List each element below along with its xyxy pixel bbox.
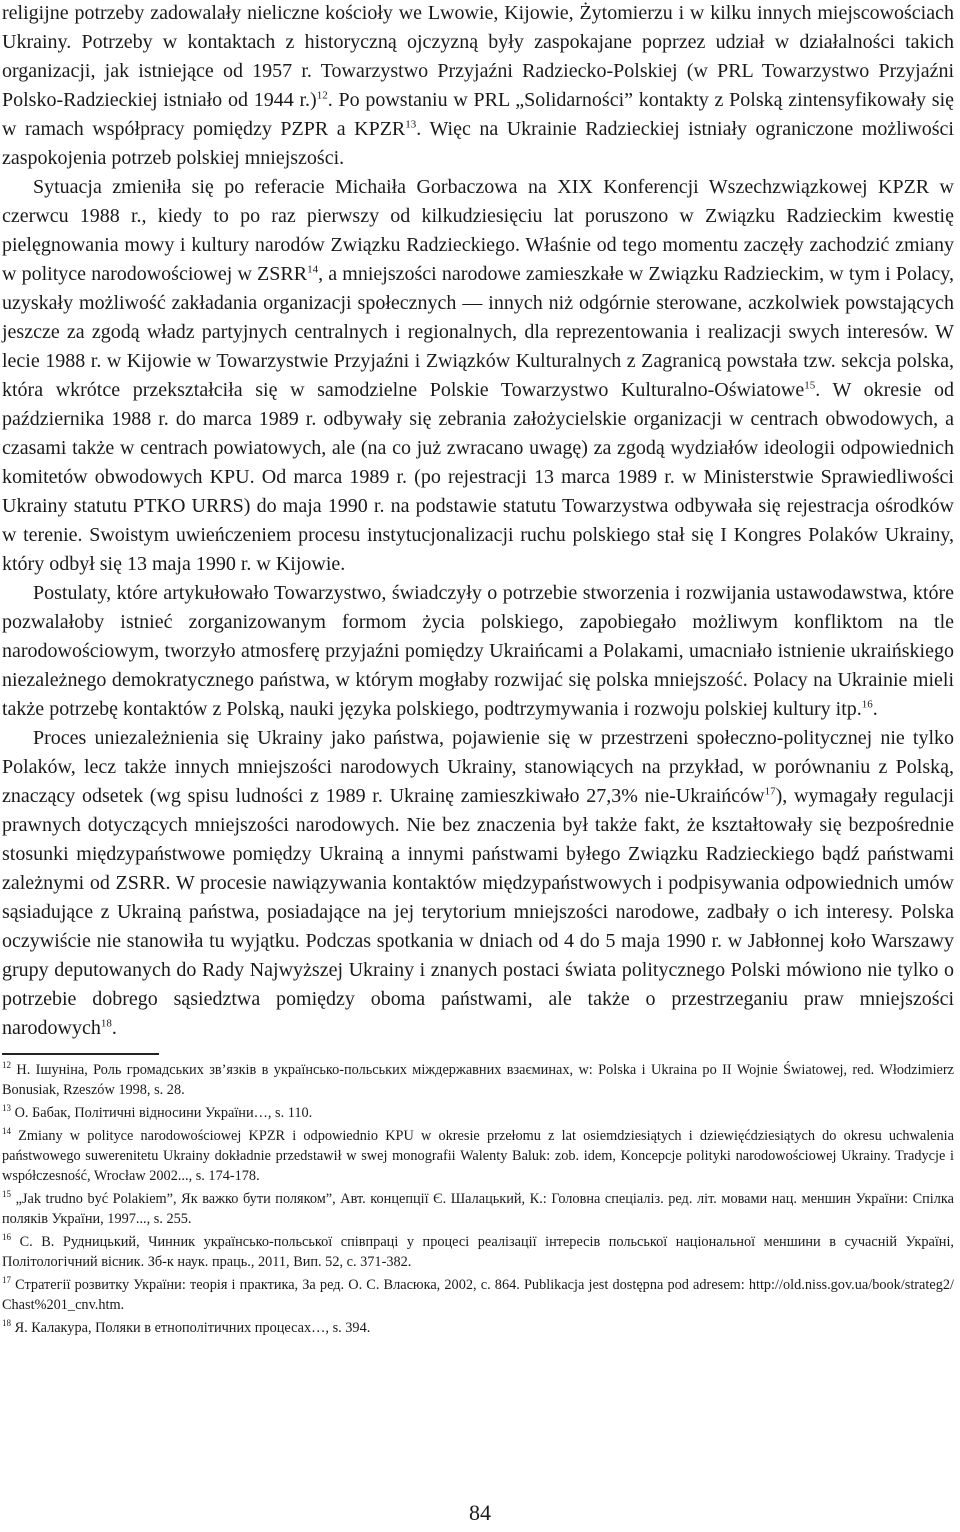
paragraph [2, 724, 954, 1043]
paragraph [2, 579, 954, 724]
footnote-number: 13 [2, 1103, 11, 1114]
paragraph-text: , a mniejszości narodowe zamieszkałe w Związku Radzieckim, w tym i Polacy, uzyskały możliwość zakładania organizacji społecznych — innych niż odgórnie sterowane, aczkolwiek powstających jeszcze za zgodą władz partyjnych centralnych i regionalnych, dla reprezentowania i realizacji swych interesów. W lecie 1988 r. w Kijowie w Towarzystwie Przyjaźni i Związków Kulturalnych z Zagranicą powstała tzw. sekcja polska, która wkrótce przekształciła się w samodzielne Polskie Towarzystwo Kulturalno-Oświatowe [2, 263, 955, 401]
footnote-ref: 18 [100, 1017, 112, 1030]
paragraph-text: . Po powstaniu w PRL „Solidarności” kontakty z Polską zintensyfikowały się w ramach współpracy pomiędzy PZPR a KPZR [2, 89, 955, 140]
paragraph-text: Proces uniezależnienia się Ukrainy jako państwa, pojawienie się w przestrzeni społeczno-politycznej nie tylko Polaków, lecz także innych mniejszości narodowych Ukrainy, stanowiących na przykład, w porównaniu z Polską, znaczący odsetek (wg spisu ludności z 1989 r. Ukrainę zamieszkiwało 27,3% nie-Ukraińców [2, 727, 954, 807]
footnote-text: О. Бабак, Політичні відносини України…, s. 110. [14, 1105, 313, 1121]
footnote-text: Zmiany w polityce narodowościowej KPZR i odpowiednio KPU w okresie przełomu z lat osiemdziesiątych i dziewięćdziesiątych do okresu uchwalenia państwowego suwerenitetu Ukrainy dokładnie przedstawił w swej monografii Walenty Baluk: zob. idem, Koncepcje polityki narodowościowej Ukrainy. Tradycje i współczesność, Wrocław 2002..., s. 174-178. [2, 1128, 954, 1184]
footnote [2, 1103, 954, 1123]
footnote [2, 1232, 954, 1272]
footnote-ref: 15 [804, 379, 816, 392]
main-text [2, 0, 954, 1043]
footnote-text: Стратегії розвитку України: теорія і практика, За ред. О. С. Власюка, 2002, с. 864. Publikacja jest dostępna pod adresem: http://old.niss.gov.ua/book/strateg2/ Chast%201_cnv.htm. [2, 1277, 954, 1313]
footnote-ref: 12 [316, 89, 328, 102]
paragraph [2, 0, 954, 173]
footnote-number: 12 [2, 1060, 11, 1071]
footnote-number: 16 [2, 1232, 11, 1243]
paragraph-text: ), wymagały regulacji prawnych dotyczących mniejszości narodowych. Nie bez znaczenia był także fakt, że kształtowały się bezpośrednie stosunki międzypaństwowe pomiędzy Ukrainą a innymi państwami byłego Związku Radzieckiego bądź państwami zależnymi od ZSRR. W procesie nawiązywania kontaktów międzypaństwowych i podpisywania odpowiednich umów sąsiadujące z Ukrainą państwa, posiadające na jej terytorium mniejszości narodowe, zadbały o ich interesy. Polska oczywiście nie stanowiła tu wyjątku. Podczas spotkania w dniach od 4 do 5 maja 1990 r. w Jabłonnej koło Warszawy grupy deputowanych do Rady Najwyższej Ukrainy i znanych postaci świata politycznego Polski mówiono nie tylko o potrzebie dobrego sąsiedztwa pomiędzy oboma państwami, ale także o przestrzeganiu praw mniejszości narodowych [2, 785, 955, 1039]
footnote-number: 15 [2, 1189, 11, 1200]
paragraph-text: . [872, 698, 878, 720]
paragraph-text: . [111, 1017, 117, 1039]
footnote [2, 1060, 954, 1100]
footnote-text: Я. Калакура, Поляки в етнополітичних процесах…, s. 394. [14, 1320, 371, 1336]
page-number: 84 [469, 1500, 491, 1525]
footnote-text: С. В. Рудницький, Чинник українсько-польської співпраці у процесі реалізації інтересів польської національної меншини в сучасній Україні, Політологічний вісник. Зб-к наук. праць., 2011, Вип. 52, с. 371-382. [2, 1234, 954, 1270]
footnote-ref: 17 [764, 785, 776, 798]
footnote [2, 1318, 954, 1338]
footnote [2, 1126, 954, 1186]
paragraph-text: religijne potrzeby zadowalały nieliczne kościoły we Lwowie, Kijowie, Żytomierzu i w kilku innych miejscowościach Ukrainy. Potrzeby w kontaktach z historyczną ojczyzną były zaspokajane poprzez udział w działalności takich organizacji, jak istniejące od 1957 r. Towarzystwo Przyjaźni Radziecko-Polskiej (w PRL Towarzystwo Przyjaźni Polsko-Radzieckiej istniało od 1944 r.) [2, 2, 954, 111]
footnotes [2, 1060, 954, 1338]
footnote-number: 17 [2, 1275, 11, 1286]
footnote-text: Н. Ішуніна, Роль громадських зв’язків в українсько-польських міждержавних взаєминах, w: Polska i Ukraina po II Wojnie Światowej, red. Włodzimierz Bonusiak, Rzeszów 1998, s. 28. [2, 1062, 954, 1098]
paragraph [2, 173, 954, 579]
footnote-number: 14 [2, 1126, 11, 1137]
footnote-separator [2, 1053, 159, 1055]
footnote-ref: 16 [861, 698, 873, 711]
paragraph-text: Sytuacja zmieniła się po referacie Michaiła Gorbaczowa na XIX Konferencji Wszechzwiązkowej KPZR w czerwcu 1988 r., kiedy to po raz pierwszy od kilkudziesięciu lat poruszono w Związku Radzieckim kwestię pielęgnowania mowy i kultury narodów Związku Radzieckiego. Właśnie od tego momentu zaczęły zachodzić zmiany w polityce narodowościowej w ZSRR [2, 176, 954, 285]
footnote-ref: 13 [405, 118, 417, 131]
footnote-text: „Jak trudno być Polakiem”, Як важко бути поляком”, Авт. концепції Є. Шалацький, К.: Головна спеціаліз. ред. літ. мовами нац. меншин України: Спілка поляків України, 1997..., s. 255. [2, 1191, 954, 1227]
footnote [2, 1189, 954, 1229]
paragraph-text: Postulaty, które artykułowało Towarzystwo, świadczyły o potrzebie stworzenia i rozwijania ustawodawstwa, które pozwalałoby istnieć zorganizowanym formom życia polskiego, zapobiegało możliwym konfliktom na tle narodowościowym, tworzyło atmosferę przyjaźni pomiędzy Ukraińcami a Polakami, umacniało istnienie ukraińskiego niezależnego demokratycznego państwa, w którym mogłaby rozwijać się polska mniejszość. Polacy na Ukrainie mieli także potrzebę kontaktów z Polską, nauki języka polskiego, podtrzymywania i rozwoju polskiej kultury itp. [2, 582, 954, 720]
paragraph-text: . W okresie od października 1988 r. do marca 1989 r. odbywały się zebrania założycielskie organizacji w centrach obwodowych, a czasami także w centrach powiatowych, ale (na co już zwracano uwagę) za zgodą wydziałów ideologii odpowiednich komitetów obwodowych KPU. Od marca 1989 r. (po rejestracji 13 marca 1989 r. w Ministerstwie Sprawiedliwości Ukrainy statutu PTKO URRS) do maja 1990 r. na podstawie statutu Towarzystwa odbywała się rejestracja ośrodków w terenie. Swoistym uwieńczeniem procesu instytucjonalizacji ruchu polskiego stał się I Kongres Polaków Ukrainy, który odbył się 13 maja 1990 r. w Kijowie. [2, 379, 954, 575]
footnote [2, 1275, 954, 1315]
footnote-number: 18 [2, 1318, 11, 1329]
footnote-ref: 14 [307, 263, 319, 276]
paragraph-text: . Więc na Ukrainie Radzieckiej istniały ograniczone możliwości zaspokojenia potrzeb polskiej mniejszości. [2, 118, 954, 169]
